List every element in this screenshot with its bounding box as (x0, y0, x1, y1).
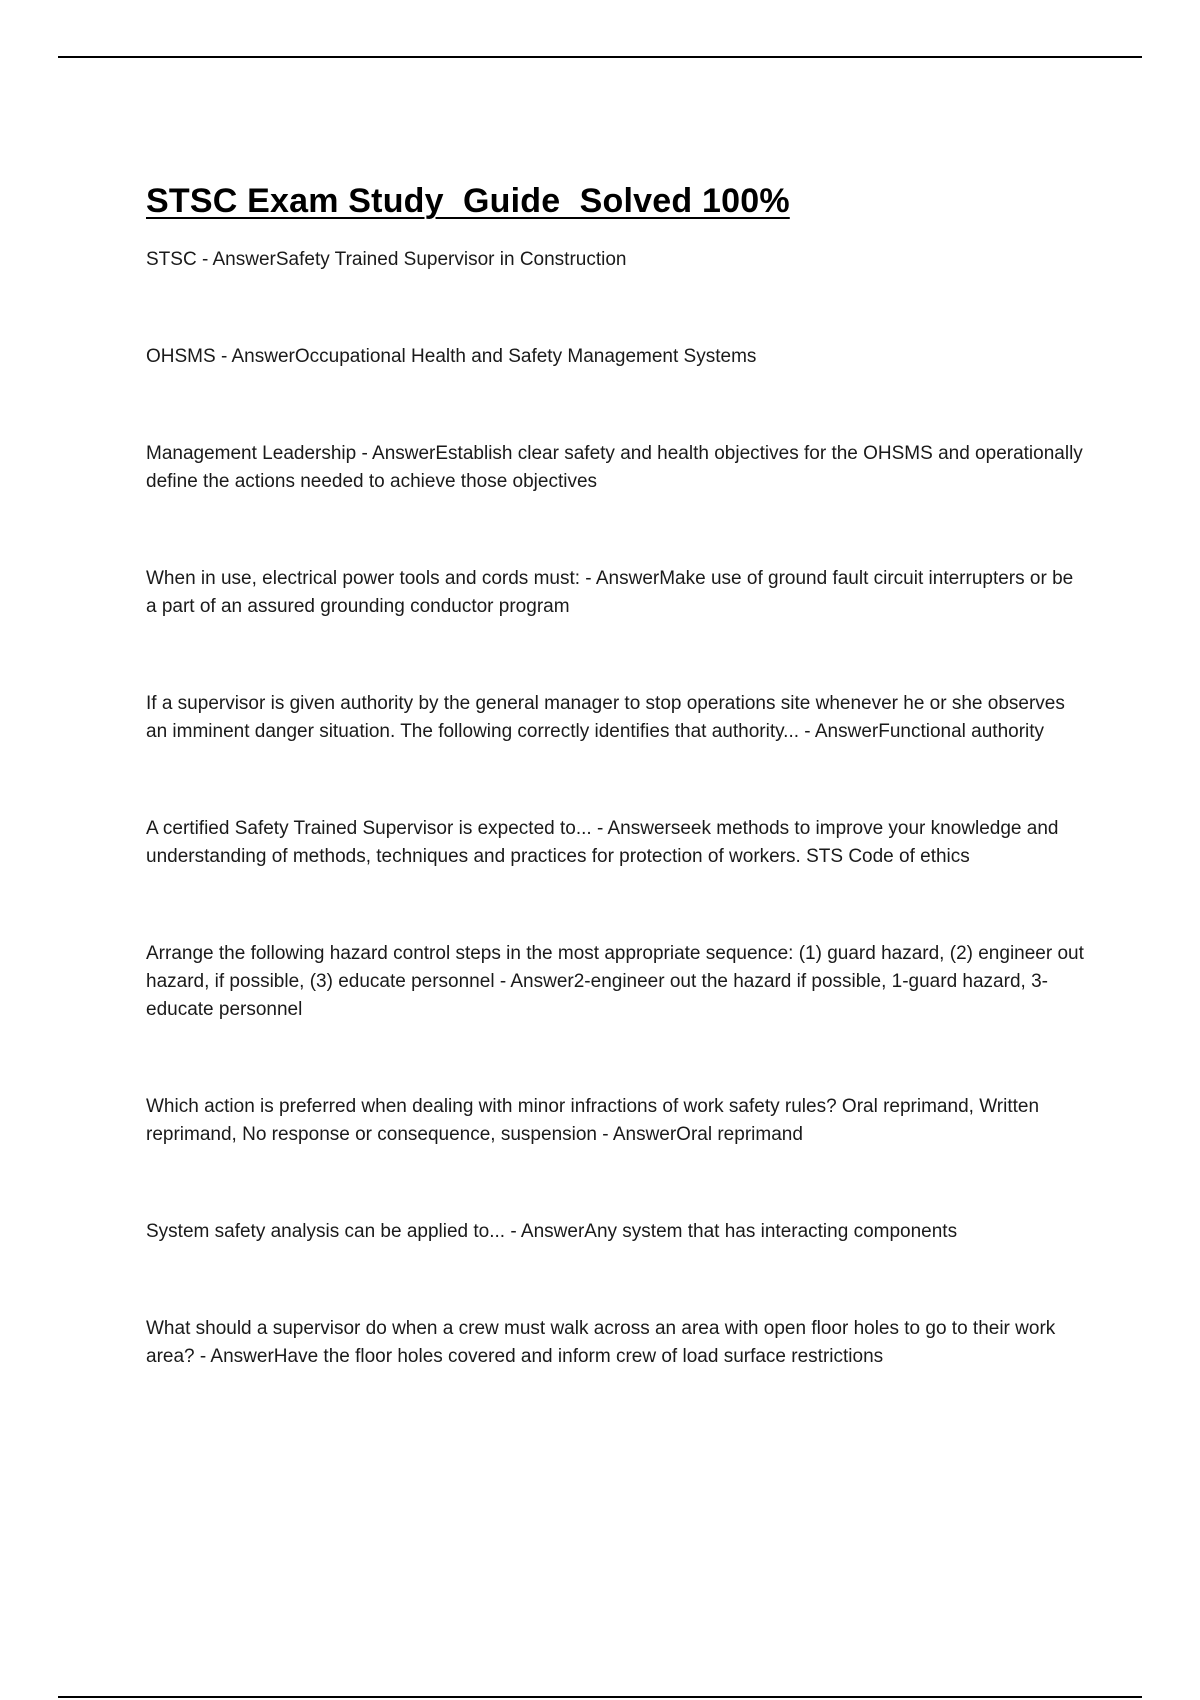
qa-item: OHSMS - AnswerOccupational Health and Safety Management Systems (146, 346, 757, 367)
qa-item: Which action is preferred when dealing with minor infractions of work safety rules? Oral reprimand, Written reprimand, No response or consequence, suspension - AnswerOral reprimand (146, 1096, 1040, 1145)
footer-rule (58, 1696, 1142, 1698)
header-rule (58, 56, 1142, 58)
qa-list (146, 246, 1086, 1371)
qa-item: Arrange the following hazard control steps in the most appropriate sequence: (1) guard hazard, (2) engineer out hazard, if possible, (3) educate personnel - Answer2-engineer out the hazard if possible, 1-guard hazard, 3-educate personnel (146, 943, 1084, 1020)
document-body (146, 178, 1086, 1440)
qa-item: If a supervisor is given authority by the general manager to stop operations site whenever he or she observes an imminent danger situation. The following correctly identifies that authority... - AnswerFunctional authority (146, 693, 1065, 742)
qa-item: A certified Safety Trained Supervisor is expected to... - Answerseek methods to improve your knowledge and understanding of methods, techniques and practices for protection of workers. STS Code of ethics (146, 818, 1059, 867)
document-title: STSC Exam Study Guide Solved 100% (146, 182, 790, 220)
qa-item: What should a supervisor do when a crew must walk across an area with open floor holes to go to their work area? - AnswerHave the floor holes covered and inform crew of load surface restrictions (146, 1318, 1056, 1367)
qa-item: System safety analysis can be applied to... - AnswerAny system that has interacting components (146, 1221, 958, 1242)
qa-item: STSC - AnswerSafety Trained Supervisor in Construction (146, 249, 627, 270)
qa-item: When in use, electrical power tools and cords must: - AnswerMake use of ground fault circuit interrupters or be a part of an assured grounding conductor program (146, 568, 1074, 617)
qa-item: Management Leadership - AnswerEstablish clear safety and health objectives for the OHSMS and operationally define the actions needed to achieve those objectives (146, 443, 1083, 492)
